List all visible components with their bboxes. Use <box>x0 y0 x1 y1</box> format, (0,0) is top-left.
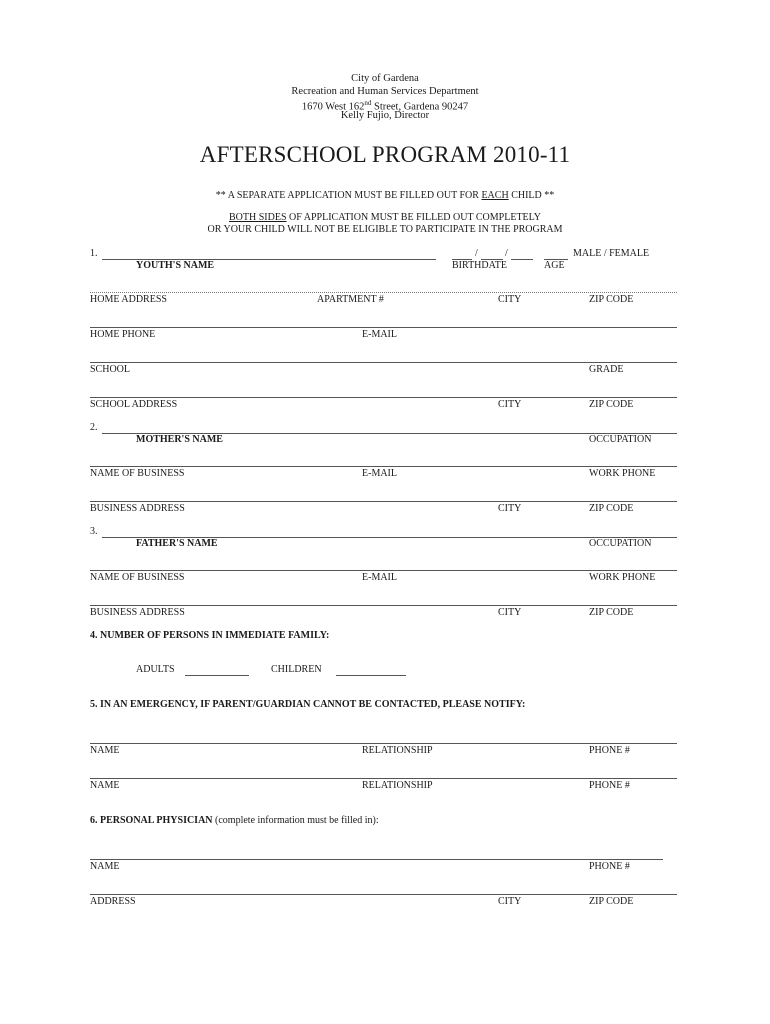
physician-heading: 6. PERSONAL PHYSICIAN (complete information must be filled in): <box>90 815 379 826</box>
family-size-heading: 4. NUMBER OF PERSONS IN IMMEDIATE FAMILY: <box>90 630 330 641</box>
emergency-relationship-label: RELATIONSHIP <box>362 745 433 756</box>
home-phone-label: HOME PHONE <box>90 329 156 340</box>
mother-business-label: NAME OF BUSINESS <box>90 468 185 479</box>
emergency-name-label: NAME <box>90 780 120 791</box>
physician-phone-label: PHONE # <box>589 861 630 872</box>
emergency-heading: 5. IN AN EMERGENCY, IF PARENT/GUARDIAN CANNOT BE CONTACTED, PLEASE NOTIFY: <box>90 699 526 710</box>
physician-address-field[interactable] <box>90 894 677 895</box>
age-label: AGE <box>544 260 565 271</box>
mother-name-label: MOTHER'S NAME <box>136 434 223 445</box>
physician-zip-code-label: ZIP CODE <box>589 896 634 907</box>
director-name: Kelly Fujio, Director <box>340 110 430 121</box>
city-name: City of Gardena <box>351 73 419 84</box>
physician-name-field[interactable] <box>90 859 663 860</box>
school-zip-code-label: ZIP CODE <box>589 399 634 410</box>
section2-number: 2. <box>90 422 98 433</box>
notice-each-child: ** A SEPARATE APPLICATION MUST BE FILLED OUT FOR EACH CHILD ** <box>215 190 555 201</box>
emergency-relationship-label: RELATIONSHIP <box>362 780 433 791</box>
physician-name-label: NAME <box>90 861 120 872</box>
sex-option[interactable]: MALE / FEMALE <box>573 248 650 259</box>
school-address-field[interactable] <box>90 397 677 398</box>
apartment-label: APARTMENT # <box>317 294 384 305</box>
mother-business-address-label: BUSINESS ADDRESS <box>90 503 185 514</box>
children-field[interactable] <box>336 675 406 676</box>
birth-year-field[interactable] <box>511 259 533 260</box>
mother-email-label: E-MAIL <box>362 468 397 479</box>
physician-city-label: CITY <box>498 896 522 907</box>
mother-city-label: CITY <box>498 503 522 514</box>
mother-occupation-label: OCCUPATION <box>589 434 652 445</box>
adults-label: ADULTS <box>136 664 175 675</box>
father-work-phone-label: WORK PHONE <box>589 572 656 583</box>
birthdate-label: BIRTHDATE <box>452 260 507 271</box>
emergency-phone-label: PHONE # <box>589 780 630 791</box>
father-zip-code-label: ZIP CODE <box>589 607 634 618</box>
physician-address-label: ADDRESS <box>90 896 136 907</box>
mother-business-address-field[interactable] <box>90 501 677 502</box>
father-occupation-label: OCCUPATION <box>589 538 652 549</box>
emergency-phone-label: PHONE # <box>589 745 630 756</box>
emergency-name-label: NAME <box>90 745 120 756</box>
notice-both-sides-line2: OR YOUR CHILD WILL NOT BE ELIGIBLE TO PARTICIPATE IN THE PROGRAM <box>207 224 563 235</box>
father-city-label: CITY <box>498 607 522 618</box>
grade-label: GRADE <box>589 364 624 375</box>
home-address-field[interactable] <box>90 292 677 293</box>
section1-number: 1. <box>90 248 98 259</box>
children-label: CHILDREN <box>271 664 322 675</box>
department-name: Recreation and Human Services Department <box>291 86 479 97</box>
department-address: 1670 West 162nd Street, Gardena 90247 <box>301 99 469 113</box>
home-phone-field[interactable] <box>90 327 677 328</box>
adults-field[interactable] <box>185 675 249 676</box>
school-city-label: CITY <box>498 399 522 410</box>
mother-business-field[interactable] <box>90 466 677 467</box>
youth-name-label: YOUTH'S NAME <box>136 260 215 271</box>
page-title: AFTERSCHOOL PROGRAM 2010-11 <box>199 142 571 167</box>
email-label: E-MAIL <box>362 329 397 340</box>
mother-zip-code-label: ZIP CODE <box>589 503 634 514</box>
birthdate-separator: / <box>475 248 478 259</box>
home-address-label: HOME ADDRESS <box>90 294 167 305</box>
father-business-field[interactable] <box>90 570 677 571</box>
city-label: CITY <box>498 294 522 305</box>
father-business-address-field[interactable] <box>90 605 677 606</box>
father-business-label: NAME OF BUSINESS <box>90 572 185 583</box>
school-label: SCHOOL <box>90 364 131 375</box>
father-name-label: FATHER'S NAME <box>136 538 218 549</box>
emergency-contact-2-field[interactable] <box>90 778 677 779</box>
emergency-contact-1-field[interactable] <box>90 743 677 744</box>
birthdate-separator: / <box>505 248 508 259</box>
school-field[interactable] <box>90 362 677 363</box>
notice-both-sides-line1: BOTH SIDES OF APPLICATION MUST BE FILLED OUT COMPLETELY <box>229 212 541 223</box>
zip-code-label: ZIP CODE <box>589 294 634 305</box>
school-address-label: SCHOOL ADDRESS <box>90 399 178 410</box>
father-business-address-label: BUSINESS ADDRESS <box>90 607 185 618</box>
father-email-label: E-MAIL <box>362 572 397 583</box>
mother-work-phone-label: WORK PHONE <box>589 468 656 479</box>
section3-number: 3. <box>90 526 98 537</box>
